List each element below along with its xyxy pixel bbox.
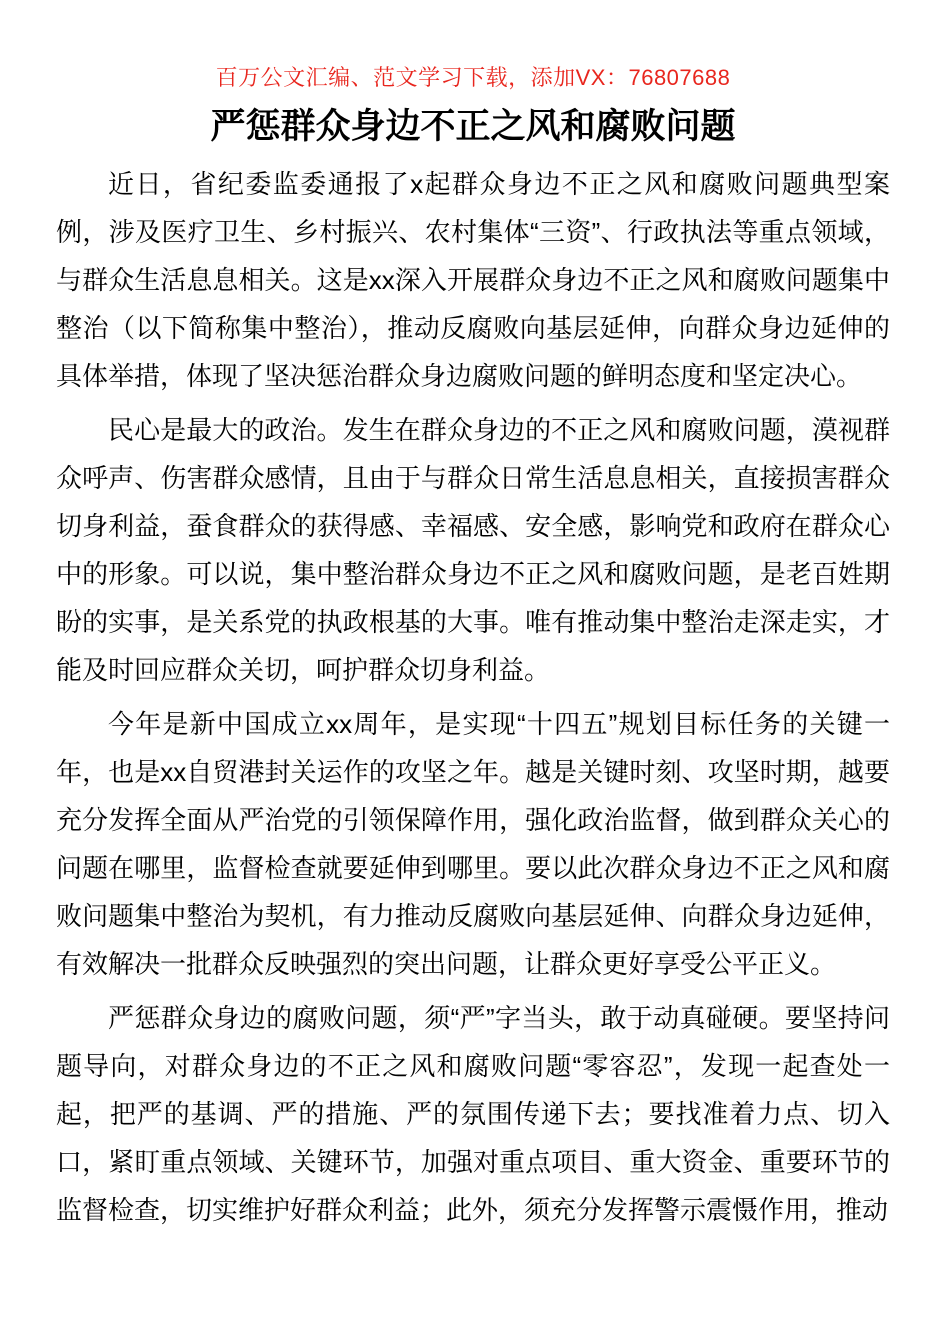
paragraph-1: 近日，省纪委监委通报了x起群众身边不正之风和腐败问题典型案例，涉及医疗卫生、乡村振兴、农村集体“三资”、行政执法等重点领域，与群众生活息息相关。这是xx深入开展群众身边不正之风和腐败问题集中整治（以下简称集中整治），推动反腐败向基层延伸，向群众身边延伸的具体举措，体现了坚决惩治群众身边腐败问题的鲜明态度和坚定决心。 (56, 169, 890, 391)
document-title: 严惩群众身边不正之风和腐败问题 (210, 107, 736, 146)
document-body (56, 160, 890, 1234)
paragraph-4: 严惩群众身边的腐败问题，须“严”字当头，敢于动真碰硬。要坚持问题导向，对群众身边的不正之风和腐败问题“零容忍”，发现一起查处一起，把严的基调、严的措施、严的氛围传递下去；要找准着力点、切入口，紧盯重点领域、关键环节，加强对重点项目、重大资金、重要环节的监督检查，切实维护好群众利益；此外，须充分发挥警示震慑作用，推动 (56, 1003, 890, 1225)
paragraph-3: 今年是新中国成立xx周年，是实现“十四五”规划目标任务的关键一年，也是xx自贸港封关运作的攻坚之年。越是关键时刻、攻坚时期，越要充分发挥全面从严治党的引领保障作用，强化政治监督，做到群众关心的问题在哪里，监督检查就要延伸到哪里。要以此次群众身边不正之风和腐败问题集中整治为契机，有力推动反腐败向基层延伸、向群众身边延伸，有效解决一批群众反映强烈的突出问题，让群众更好享受公平正义。 (56, 709, 890, 979)
watermark-notice: 百万公文汇编、范文学习下载，添加VX：76807688 (215, 65, 731, 90)
paragraph-2: 民心是最大的政治。发生在群众身边的不正之风和腐败问题，漠视群众呼声、伤害群众感情，且由于与群众日常生活息息相关，直接损害群众切身利益，蚕食群众的获得感、幸福感、安全感，影响党和政府在群众心中的形象。可以说，集中整治群众身边不正之风和腐败问题，是老百姓期盼的实事，是关系党的执政根基的大事。唯有推动集中整治走深走实，才能及时回应群众关切，呵护群众切身利益。 (56, 415, 890, 685)
